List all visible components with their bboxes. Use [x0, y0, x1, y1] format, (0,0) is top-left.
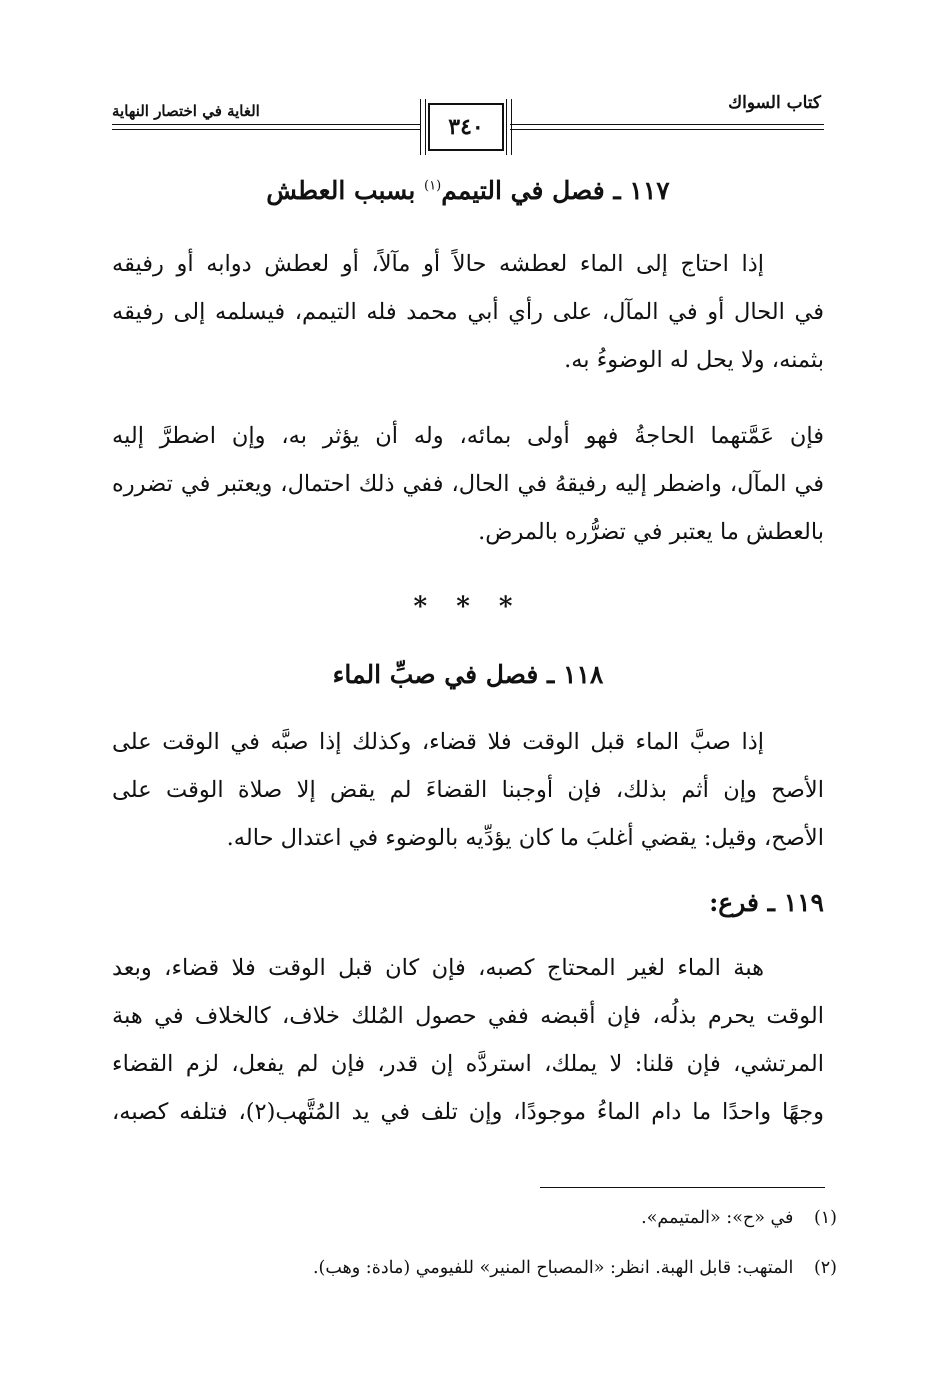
- footnote-number: (٢): [813, 1258, 837, 1278]
- page-number-frame: [428, 103, 504, 151]
- text-line: في المآل، واضطر إليه رفيقهُ في الحال، ففي ذلك احتمال، ويعتبر في تضرره: [112, 471, 824, 497]
- section-119-paragraph-1: [112, 944, 824, 1136]
- header-rule-left-bottom: [112, 129, 420, 130]
- text-line: بالعطش ما يعتبر في تضرُّره بالمرض.: [478, 519, 824, 545]
- section-118-paragraph-1: [112, 718, 824, 862]
- footnote-ref-1: (١): [424, 178, 442, 194]
- section-117-paragraph-1: [112, 240, 824, 384]
- section-117-heading-text: ١١٧ ـ فصل في التيمم: [441, 176, 670, 205]
- footnote-number: (١): [813, 1208, 837, 1228]
- footnote-text: في «ح»: «المتيمم».: [641, 1208, 794, 1228]
- header-rule-right-bottom: [510, 129, 824, 130]
- footnote-1: [641, 1208, 837, 1228]
- section-117-heading: [112, 176, 824, 205]
- footnote-2: [313, 1258, 837, 1278]
- section-118-heading: ١١٨ ـ فصل في صبِّ الماء: [332, 660, 604, 689]
- text-line: المرتشي، فإن قلنا: لا يملك، استردَّه إن قدر، فإن لم يفعل، لزم القضاء: [112, 1051, 824, 1077]
- text-line: الوقت يحرم بذلُه، فإن أقبضه ففي حصول المُلك خلاف، كالخلاف في هبة: [112, 1003, 824, 1029]
- section-separator: * * *: [413, 592, 523, 622]
- header-rule-right-top: [510, 124, 824, 125]
- text-line: بثمنه، ولا يحل له الوضوءُ به.: [564, 347, 824, 373]
- text-line: في الحال أو في المآل، على رأي أبي محمد فله التيمم، فيسلمه إلى رفيقه: [112, 299, 824, 325]
- footnote-separator: [540, 1187, 825, 1188]
- footnote-text: المتهب: قابل الهبة. انظر: «المصباح المنير» للفيومي (مادة: وهب).: [312, 1258, 794, 1278]
- text-line: فإن عَمَّتهما الحاجةُ فهو أولى بمائه، وله أن يؤثر به، وإن اضطرَّ إليه: [112, 423, 824, 449]
- text-line: الأصح وإن أثم بذلك، فإن أوجبنا القضاءَ لم يقض إلا صلاة الوقت على: [112, 777, 824, 803]
- text-line: هبة الماء لغير المحتاج كصبه، فإن كان قبل الوقت فلا قضاء، وبعد: [112, 955, 764, 981]
- text-line: وجهًا واحدًا ما دام الماءُ موجودًا، وإن تلف في يد المُتَّهب(٢)، فتلفه كصبه،: [112, 1099, 824, 1125]
- running-header-book-title: كتاب السواك: [728, 93, 821, 113]
- section-119-heading: ١١٩ ـ فرع:: [709, 888, 824, 917]
- text-line: إذا احتاج إلى الماء لعطشه حالاً أو مآلاً، أو لعطش دوابه أو رفيقه: [112, 251, 764, 277]
- text-line: إذا صبَّ الماء قبل الوقت فلا قضاء، وكذلك إذا صبَّه في الوقت على: [112, 729, 764, 755]
- text-line: الأصح، وقيل: يقضي أغلبَ ما كان يؤدِّيه بالوضوء في اعتدال حاله.: [226, 825, 824, 851]
- header-rule-left-top: [112, 124, 420, 125]
- section-117-heading-tail: بسبب العطش: [266, 176, 416, 205]
- section-117-paragraph-2: [112, 412, 824, 556]
- running-header-work-title: الغاية في اختصار النهاية: [112, 102, 260, 120]
- page-number: ٣٤٠: [448, 114, 484, 140]
